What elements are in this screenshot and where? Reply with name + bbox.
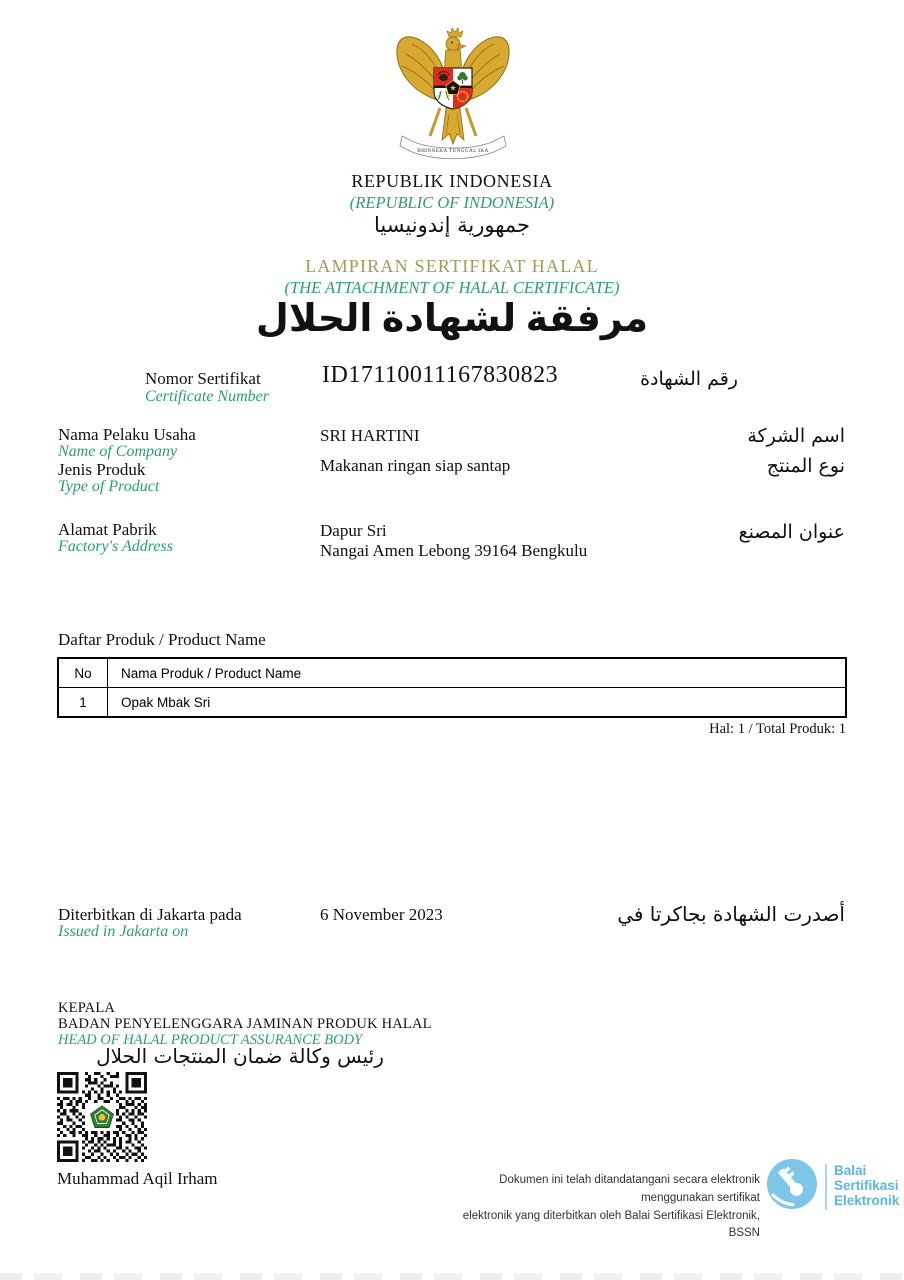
bsre-logo	[766, 1158, 899, 1215]
company-label-ar: اسم الشركة	[747, 425, 845, 447]
product-row-name: Opak Mbak Sri	[108, 688, 847, 718]
kemenag-pentagon-logo	[89, 1104, 116, 1131]
product-col-name: Nama Produk / Product Name	[108, 658, 847, 688]
esign-note	[430, 1172, 760, 1243]
key-circle-icon	[766, 1158, 818, 1215]
table-row	[58, 688, 846, 718]
issued-label-ar: أصدرت الشهادة بجاكرتا في	[617, 902, 845, 926]
factory-address-line2: Nangai Amen Lebong 39164 Bengkulu	[320, 541, 588, 560]
country-name-en: (REPUBLIC OF INDONESIA)	[349, 193, 555, 212]
qr-code	[57, 1072, 147, 1162]
factory-address-label-ar: عنوان المصنع	[738, 521, 845, 543]
cert-number-label-en: Certificate Number	[145, 388, 269, 405]
country-name-id: REPUBLIK INDONESIA	[351, 171, 553, 191]
product-row-no: 1	[58, 688, 108, 718]
page-bottom-artifact	[0, 1273, 904, 1280]
banner-motto-text: BHINNEKA TUNGGAL IKA	[417, 148, 489, 154]
cert-number-label-id: Nomor Sertifikat	[145, 369, 261, 388]
product-col-no: No	[58, 658, 108, 688]
factory-address-label-id: Alamat Pabrik	[58, 520, 157, 539]
bsre-label-line1: Balai	[834, 1163, 867, 1179]
signatory-title-en: HEAD OF HALAL PRODUCT ASSURANCE BODY	[58, 1032, 363, 1048]
product-type-label-ar: نوع المنتج	[766, 455, 845, 477]
bsre-divider	[825, 1164, 827, 1210]
signatory-title-1: KEPALA	[58, 1000, 116, 1016]
product-type-label-id: Jenis Produk	[58, 460, 146, 479]
cert-number-label-ar: رقم الشهادة	[640, 368, 738, 390]
signatory-title-2: BADAN PENYELENGGARA JAMINAN PRODUK HALAL	[58, 1016, 432, 1032]
doc-title-ar: مرفقة لشهادة الحلال	[255, 298, 649, 340]
company-label-id: Nama Pelaku Usaha	[58, 425, 196, 444]
company-value: SRI HARTINI	[320, 426, 420, 445]
product-table	[57, 657, 847, 718]
signatory-name: Muhammad Aqil Irham	[57, 1169, 218, 1188]
issued-label-en: Issued in Jakarta on	[58, 923, 189, 940]
factory-address-line1: Dapur Sri	[320, 521, 387, 540]
doc-title-id: LAMPIRAN SERTIFIKAT HALAL	[305, 256, 599, 276]
product-type-label-en: Type of Product	[58, 478, 160, 495]
company-label-en: Name of Company	[58, 443, 178, 460]
country-name-ar: جمهورية إندونيسيا	[373, 213, 531, 237]
bsre-label-line3: Elektronik	[834, 1192, 900, 1208]
garuda-pancasila-emblem	[394, 24, 512, 160]
product-section-title: Daftar Produk / Product Name	[58, 630, 266, 649]
signatory-title-ar: رئيس وكالة ضمان المنتجات الحلال	[96, 1044, 384, 1068]
esign-note-line1: Dokumen ini telah ditandatangani secara elektronik menggunakan sertifikat	[499, 1174, 760, 1204]
doc-title-en: (THE ATTACHMENT OF HALAL CERTIFICATE)	[284, 278, 620, 297]
product-type-value: Makanan ringan siap santap	[320, 456, 511, 475]
product-table-header-row	[58, 658, 846, 688]
cert-number-value: ID17110011167830823	[322, 362, 559, 388]
bsre-label	[834, 1164, 899, 1209]
esign-note-line2: elektronik yang diterbitkan oleh Balai Sertifikasi Elektronik, BSSN	[462, 1209, 760, 1240]
issued-label-id: Diterbitkan di Jakarta pada	[58, 905, 242, 924]
factory-address-label-en: Factory's Address	[58, 538, 173, 555]
bsre-label-line2: Sertifikasi	[834, 1178, 899, 1194]
issued-date: 6 November 2023	[320, 905, 443, 924]
page-info: Hal: 1 / Total Produk: 1	[709, 721, 846, 737]
